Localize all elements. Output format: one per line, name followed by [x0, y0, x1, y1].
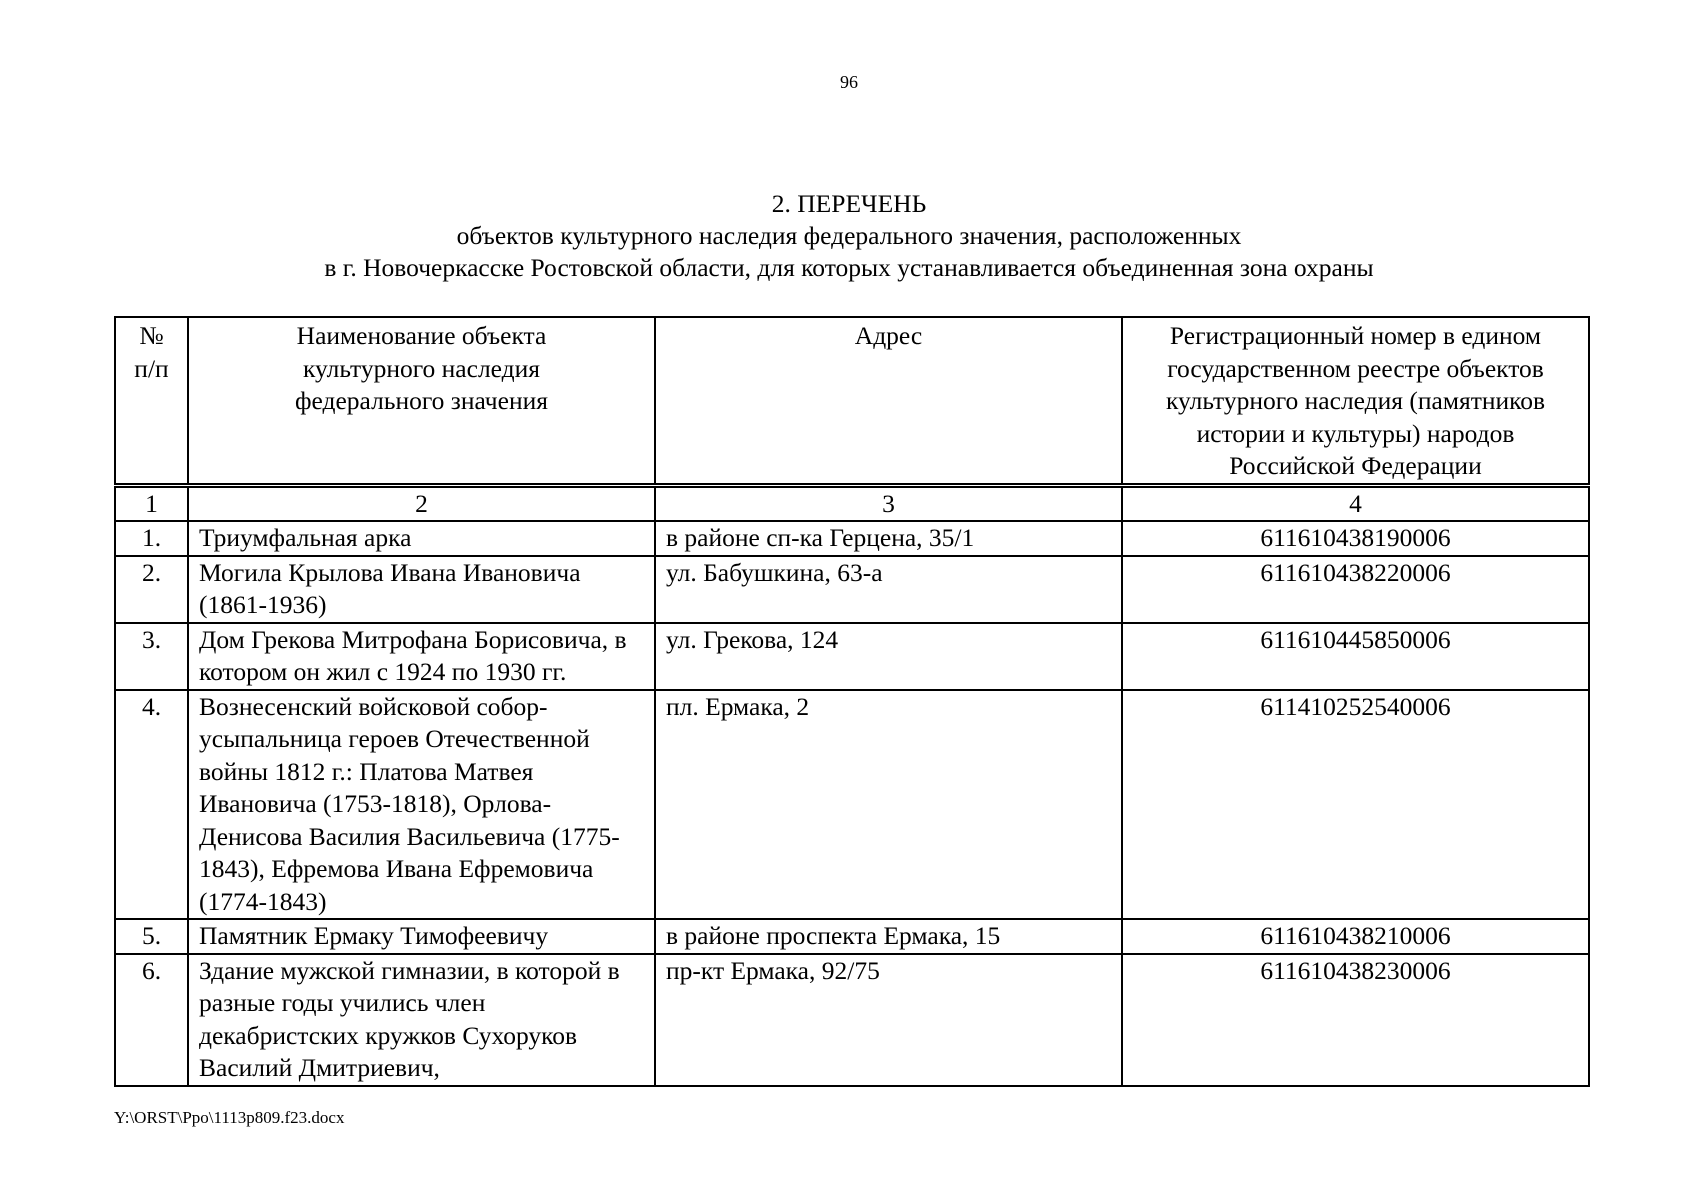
- heritage-objects-table: [114, 316, 1590, 1087]
- header-address: Адрес: [655, 317, 1122, 485]
- row-number: 1.: [115, 521, 188, 556]
- table-row: [115, 556, 1589, 623]
- object-address: ул. Бабушкина, 63-а: [655, 556, 1122, 623]
- registry-number: 611410252540006: [1122, 690, 1589, 920]
- header-object-name: Наименование объекта культурного наследия федерального значения: [188, 317, 655, 485]
- row-number: 5.: [115, 919, 188, 954]
- table-row: [115, 623, 1589, 690]
- column-number: 1: [115, 485, 188, 521]
- object-name: Дом Грекова Митрофана Борисовича, в котором он жил с 1924 по 1930 гг.: [188, 623, 655, 690]
- document-title: [0, 188, 1698, 284]
- object-name: Здание мужской гимназии, в которой в разные годы учились член декабристских кружков Сухоруков Василий Дмитриевич,: [188, 954, 655, 1086]
- object-address: в районе сп-ка Герцена, 35/1: [655, 521, 1122, 556]
- column-numbers-row: [115, 485, 1589, 521]
- header-registry-number: Регистрационный номер в едином государственном реестре объектов культурного наследия (памятников истории и культуры) народов Российской Федерации: [1122, 317, 1589, 485]
- column-number: 4: [1122, 485, 1589, 521]
- object-address: в районе проспекта Ермака, 15: [655, 919, 1122, 954]
- registry-number: 611610438210006: [1122, 919, 1589, 954]
- row-number: 2.: [115, 556, 188, 623]
- table-row: [115, 690, 1589, 920]
- object-address: пл. Ермака, 2: [655, 690, 1122, 920]
- title-line-2: объектов культурного наследия федерального значения, расположенных: [456, 221, 1242, 250]
- registry-number: 611610438190006: [1122, 521, 1589, 556]
- registry-number: 611610438220006: [1122, 556, 1589, 623]
- object-name: Памятник Ермаку Тимофеевичу: [188, 919, 655, 954]
- table-row: [115, 919, 1589, 954]
- row-number: 6.: [115, 954, 188, 1086]
- object-address: пр-кт Ермака, 92/75: [655, 954, 1122, 1086]
- registry-number: 611610445850006: [1122, 623, 1589, 690]
- table-header-row: [115, 317, 1589, 485]
- object-name: Вознесенский войсковой собор-усыпальница героев Отечественной войны 1812 г.: Платова Матвея Ивановича (1753-1818), Орлова-Денисова Василия Васильевича (1775-1843), Ефремова Ивана Ефремовича (1774-1843): [188, 690, 655, 920]
- row-number: 3.: [115, 623, 188, 690]
- object-address: ул. Грекова, 124: [655, 623, 1122, 690]
- header-number: № п/п: [115, 317, 188, 485]
- row-number: 4.: [115, 690, 188, 920]
- column-number: 3: [655, 485, 1122, 521]
- table-row: [115, 521, 1589, 556]
- title-line-1: 2. ПЕРЕЧЕНЬ: [771, 189, 927, 218]
- column-number: 2: [188, 485, 655, 521]
- title-line-3: в г. Новочеркасске Ростовской области, для которых устанавливается объединенная зона охраны: [324, 253, 1374, 282]
- registry-number: 611610438230006: [1122, 954, 1589, 1086]
- table-row: [115, 954, 1589, 1086]
- object-name: Могила Крылова Ивана Ивановича (1861-1936): [188, 556, 655, 623]
- page-number: 96: [840, 72, 858, 92]
- object-name: Триумфальная арка: [188, 521, 655, 556]
- document-file-path: Y:\ORST\Ppo\1113p809.f23.docx: [114, 1108, 345, 1127]
